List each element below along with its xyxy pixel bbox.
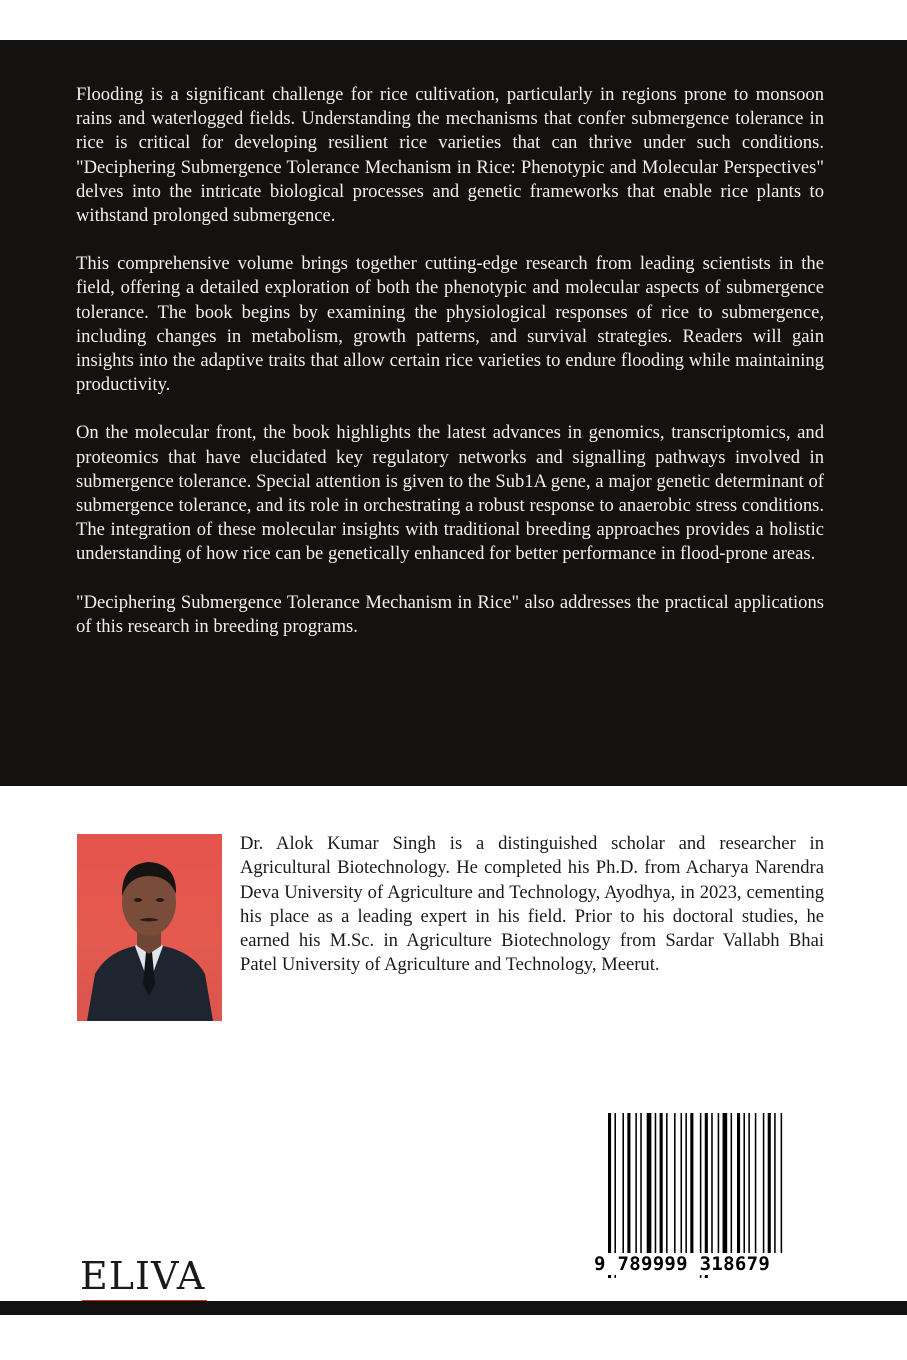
barcode-bar: [711, 1113, 713, 1255]
barcode-bar: [763, 1113, 765, 1255]
barcode-bar: [647, 1113, 652, 1255]
barcode-bar: [685, 1113, 687, 1255]
barcode-bar: [622, 1113, 624, 1255]
barcode-bar: [743, 1113, 745, 1255]
barcode-bar: [655, 1113, 657, 1255]
barcode-bar: [755, 1113, 757, 1255]
blurb-paragraph-1: Flooding is a significant challenge for rice cultivation, particularly in regions prone to monsoon rains and waterlogged fields. Understanding the mechanisms that confer submergence tolerance in rice is critical for developing resilient rice varieties that can thrive under such conditions. "Deciphering Submergence Tolerance Mechanism in Rice: Phenotypic and Molecular Perspectives" delves into the intricate biological processes and genetic frameworks that enable rice plants to withstand prolonged submergence.: [76, 84, 824, 227]
blurb-paragraph-3: On the molecular front, the book highlights the latest advances in genomics, transcriptomics, and proteomics that have elucidated key regulatory networks and signalling pathways involved in submergence tolerance. Special attention is given to the Sub1A gene, a major genetic determinant of submergence tolerance, and its role in orchestrating a robust response to anaerobic stress conditions. The integration of these molecular insights with traditional breeding approaches provides a holistic understanding of how rice can be genetically enhanced for better performance in flood-prone areas.: [76, 422, 824, 565]
barcode-bar: [781, 1113, 783, 1255]
barcode-bar: [731, 1113, 733, 1255]
barcode-bar: [635, 1113, 637, 1255]
author-portrait-graphic: [77, 834, 222, 1021]
book-description: [76, 83, 824, 663]
barcode-bar: [768, 1113, 771, 1255]
top-margin: [0, 0, 907, 40]
barcode-bar: [774, 1113, 776, 1255]
barcode-bar: [748, 1113, 750, 1255]
barcode-bar: [718, 1113, 720, 1255]
barcode-bar: [723, 1113, 728, 1255]
barcode-bar: [674, 1113, 676, 1255]
barcode-bar: [737, 1113, 740, 1255]
author-bio: Dr. Alok Kumar Singh is a distinguished scholar and researcher in Agricultural Biotechnology. He completed his Ph.D. from Acharya Narendra Deva University of Agriculture and Technology, Ayodhya, in 2023, cementing his place as a leading expert in his field. Prior to his doctoral studies, he earned his M.Sc. in Agriculture Biotechnology from Sardar Vallabh Bhai Patel University of Agriculture and Technology, Meerut.: [240, 833, 824, 976]
publisher-logo-wordmark: ELIVA: [80, 1254, 206, 1298]
blurb-paragraph-2: This comprehensive volume brings together cutting-edge research from leading scientists in the field, offering a detailed exploration of both the phenotypic and molecular aspects of submergence tolerance. The book begins by examining the physiological responses of rice to submergence, including changes in metabolism, growth patterns, and survival strategies. Readers will gain insights into the adaptive traits that allow certain rice varieties to endure flooding while maintaining productivity.: [76, 253, 824, 396]
barcode-bar: [627, 1113, 630, 1255]
bottom-border-strip: [0, 1301, 907, 1315]
barcode-bar: [640, 1113, 642, 1255]
barcode-bar: [681, 1113, 683, 1255]
barcode-bar: [660, 1113, 663, 1255]
isbn-number: 9 789999 318679: [594, 1253, 822, 1275]
blurb-paragraph-4: "Deciphering Submergence Tolerance Mechanism in Rice" also addresses the practical applications of this research in breeding programs.: [76, 591, 824, 637]
barcode-bar: [666, 1113, 668, 1255]
barcode-bar: [690, 1113, 693, 1255]
author-photo: [77, 834, 222, 1021]
